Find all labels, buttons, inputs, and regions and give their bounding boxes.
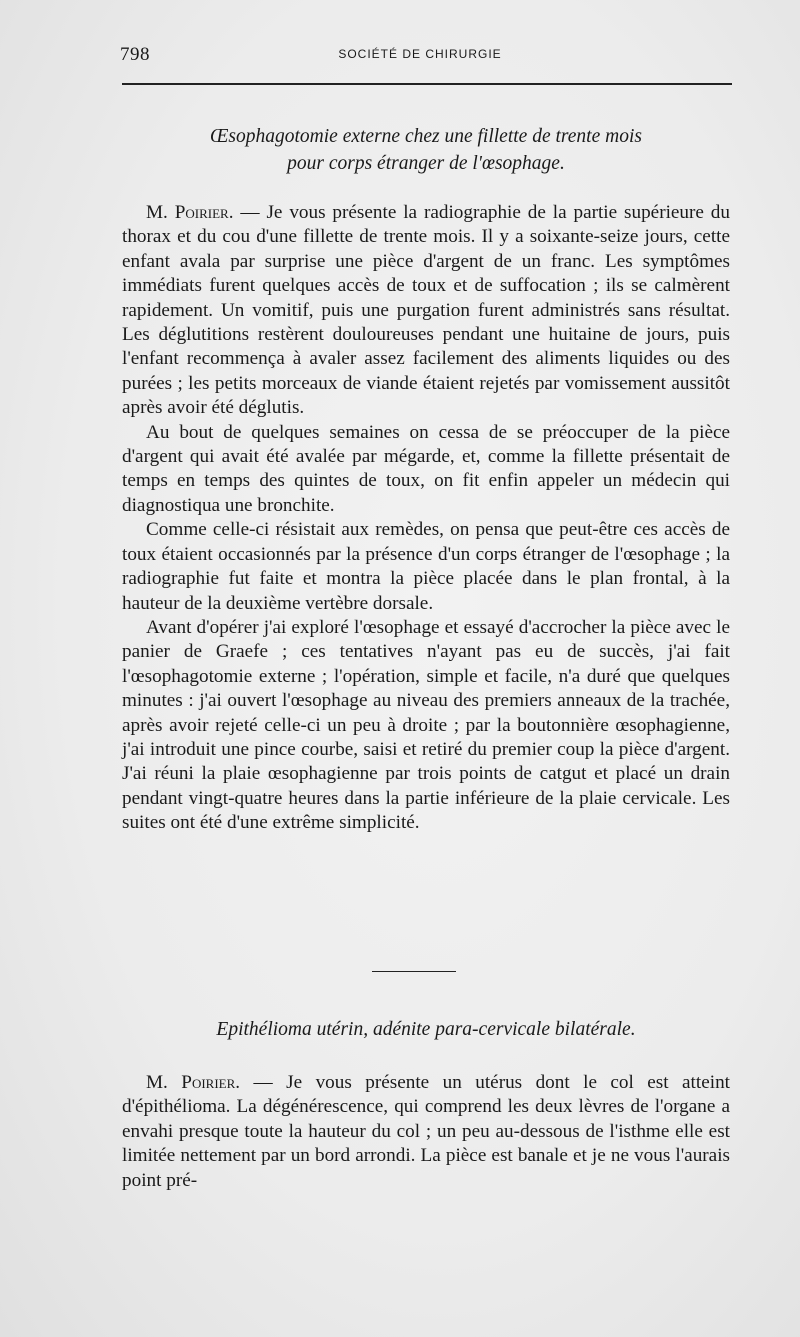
page-header [120,44,732,68]
article-body [122,201,730,836]
header-rule [122,83,732,85]
paragraph: Comme celle-ci résistait aux remèdes, on pensa que peut-être ces accès de toux étaient occasionnés par la présence d'un corps étranger de l'œsophage ; la radiographie fut faite et montra la pièce placée dans le plan frontal, à la hauteur de la deuxième vertèbre dorsale. [122,519,730,614]
article-title-line-1: Œsophagotomie externe chez une fillette de trente mois [210,126,642,147]
paragraph: Avant d'opérer j'ai exploré l'œsophage et essayé d'accrocher la pièce avec le panier de Graefe ; ces tentatives n'ayant pas eu de succès, j'ai fait l'œsophagotomie externe ; l'opération, simple et facile, n'a duré que quelques minutes : j'ai ouvert l'œsophage au niveau des premiers anneaux de la trachée, après avoir rejeté celle-ci un peu à droite ; par la boutonnière œsophagienne, j'ai introduit une pince courbe, saisi et retiré du premier coup la pièce d'argent. J'ai réuni la plaie œsophagienne par trois points de catgut et placé un drain pendant vingt-quatre heures dans la partie inférieure de la plaie cervicale. Les suites ont été d'une extrême simplicité. [122,616,730,834]
paragraph [122,201,730,421]
speaker-name: M. Poirier. [146,1072,241,1093]
section-separator [372,971,456,972]
article-title-line-1: Epithélioma utérin, adénite para-cervicale bilatérale. [216,1019,636,1040]
article-title [120,123,732,177]
paragraph [122,1071,730,1193]
paragraph-text: — Je vous présente la radiographie de la partie supérieure du thorax et du cou d'une fillette de trente mois. Il y a soixante-seize jours, cette enfant avala par surprise une pièce d'argent de un franc. Les symptômes immédiats furent quelques accès de toux et de suffocation ; ils se calmèrent rapidement. Un vomitif, puis une purgation furent administrés sans résultat. Les déglutitions restèrent douloureuses pendant une huitaine de jours, puis l'enfant recommença à avaler assez facilement des aliments liquides ou des purées ; les petits morceaux de viande étaient rejetés par vomissement aussitôt après avoir été déglutis. [122,202,730,419]
article-title-line-2: pour corps étranger de l'œsophage. [287,153,565,174]
page-number: 798 [120,44,150,65]
article-title [120,1016,732,1043]
paragraph: Au bout de quelques semaines on cessa de se préoccuper de la pièce d'argent qui avait été avalée par mégarde, et, comme la fillette présentait de temps en temps des quintes de toux, on fit enfin appeler un médecin qui diagnostiqua une bronchite. [122,421,730,516]
running-head: SOCIÉTÉ DE CHIRURGIE [338,47,502,61]
speaker-name: M. Poirier. [146,202,234,223]
paragraph-text: — Je vous présente un utérus dont le col est atteint d'épithélioma. La dégénérescence, qui comprend les deux lèvres de l'organe a envahi presque toute la hauteur du col ; un peu au-dessous de l'isthme elle est limitée nettement par un bord arrondi. La pièce est banale et je ne vous l'aurais point pré- [122,1072,730,1191]
article-body [122,1071,730,1193]
